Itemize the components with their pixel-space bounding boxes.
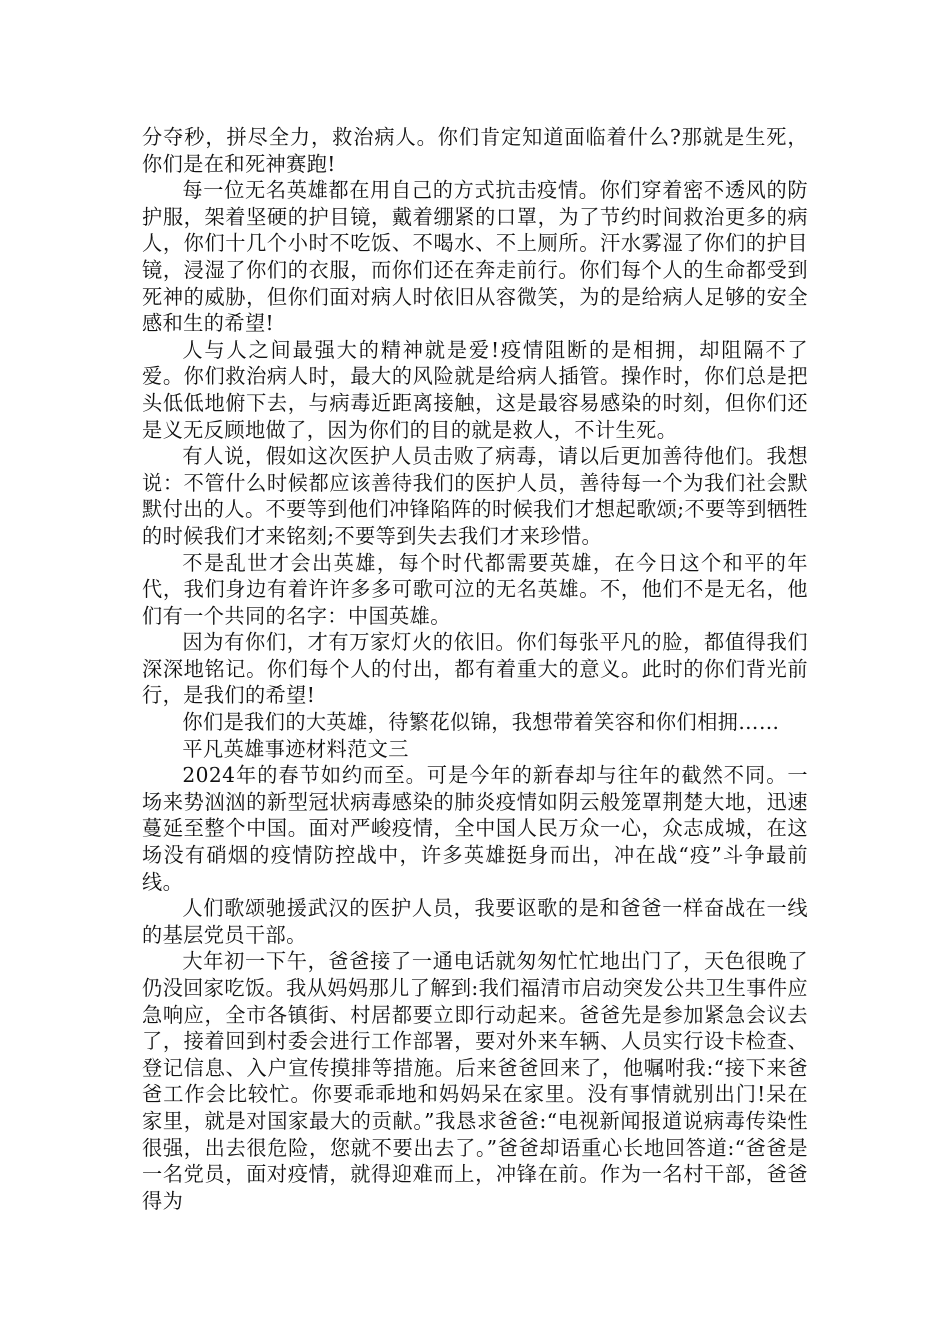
- paragraph: 人们歌颂驰援武汉的医护人员，我要讴歌的是和爸爸一样奋战在一线的基层党员干部。: [142, 896, 808, 947]
- paragraph: 因为有你们，才有万家灯火的依旧。你们每张平凡的脸，都值得我们深深地铭记。你们每个人的付出，都有着重大的意义。此时的你们背光前行，是我们的希望!: [142, 630, 808, 708]
- paragraph: 你们是我们的大英雄，待繁花似锦，我想带着笑容和你们相拥……: [182, 710, 780, 735]
- section-title: 平凡英雄事迹材料范文三: [182, 736, 409, 761]
- paragraph: 大年初一下午，爸爸接了一通电话就匆匆忙忙地出门了，天色很晚了仍没回家吃饭。我从妈妈那儿了解到:我们福清市启动突发公共卫生事件应急响应，全市各镇街、村居都要立即行动起来。爸爸先是参加紧急会议去了，接着回到村委会进行工作部署，要对外来车辆、人员实行设卡检查、登记信息、入户宣传摸排等措施。后来爸爸回来了，他嘱咐我:“接下来爸爸工作会比较忙。你要乖乖地和妈妈呆在家里。没有事情就别出门!呆在家里，就是对国家最大的贡献。”我恳求爸爸:“电视新闻报道说病毒传染性很强，出去很危险，您就不要出去了。”爸爸却语重心长地回答道:“爸爸是一名党员，面对疫情，就得迎难而上，冲锋在前。作为一名村干部，爸爸得为: [142, 949, 809, 1213]
- paragraph-continued: 分夺秒，拼尽全力，救治病人。你们肯定知道面临着什么?那就是生死，你们是在和死神赛跑!: [142, 125, 808, 176]
- paragraph: 有人说，假如这次医护人员击败了病毒，请以后更加善待他们。我想说：不管什么时候都应该善待我们的医护人员，善待每一个为我们社会默默付出的人。不要等到他们冲锋陷阵的时候我们才想起歌颂;不要等到牺牲的时候我们才来铭刻;不要等到失去我们才来珍惜。: [142, 444, 809, 548]
- document-page: [142, 124, 808, 1214]
- paragraph: 每一位无名英雄都在用自己的方式抗击疫情。你们穿着密不透风的防护服，架着坚硬的护目镜，戴着绷紧的口罩，为了节约时间救治更多的病人，你们十几个小时不吃饭、不喝水、不上厕所。汗水雾湿了你们的护目镜，浸湿了你们的衣服，而你们还在奔走前行。你们每个人的生命都受到死神的威胁，但你们面对病人时依旧从容微笑，为的是给病人足够的安全感和生的希望!: [142, 178, 808, 336]
- paragraph: 不是乱世才会出英雄，每个时代都需要英雄，在今日这个和平的年代，我们身边有着许许多多可歌可泣的无名英雄。不，他们不是无名，他们有一个共同的名字：中国英雄。: [142, 550, 808, 628]
- paragraph: 人与人之间最强大的精神就是爱!疫情阻断的是相拥，却阻隔不了爱。你们救治病人时，最大的风险就是给病人插管。操作时，你们总是把头低低地俯下去，与病毒近距离接触，这是最容易感染的时刻，但你们还是义无反顾地做了，因为你们的目的就是救人，不计生死。: [142, 337, 808, 442]
- paragraph: 2024年的春节如约而至。可是今年的新春却与往年的截然不同。一场来势汹汹的新型冠状病毒感染的肺炎疫情如阴云般笼罩荆楚大地，迅速蔓延至整个中国。面对严峻疫情，全中国人民万众一心，众志成城，在这场没有硝烟的疫情防控战中，许多英雄挺身而出，冲在战“疫”斗争最前线。: [142, 763, 808, 894]
